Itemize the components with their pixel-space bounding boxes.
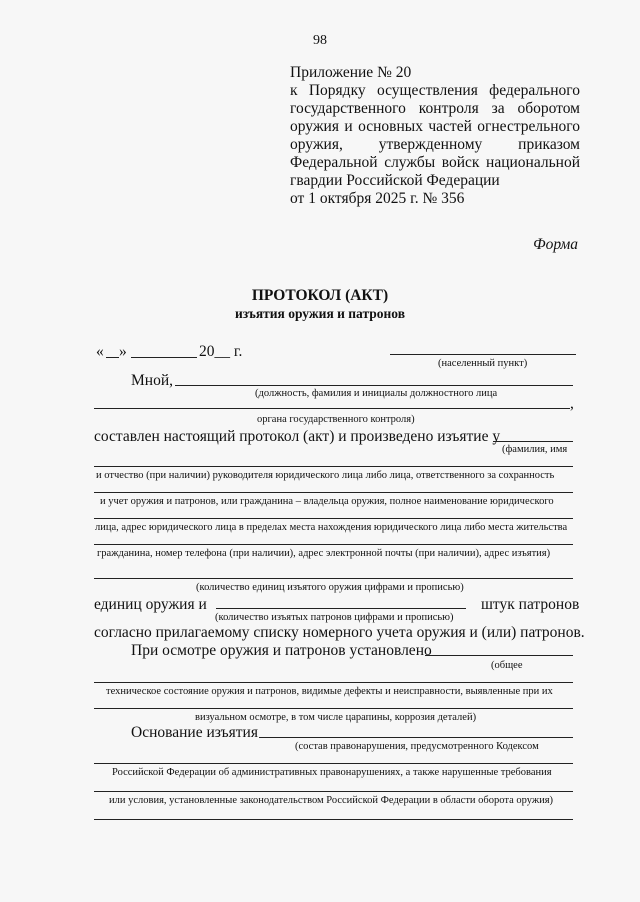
- code-hint-2: или условия, установленные законодательством Российской Федерации в области оборота оружия): [109, 795, 554, 806]
- person-field-3[interactable]: [94, 518, 573, 519]
- weapon-qty-hint: (количество единиц изъятого оружия цифрами и прописью): [196, 582, 464, 593]
- month-field[interactable]: [131, 357, 197, 358]
- person-hint-3: лица, адрес юридического лица в пределах места нахождения юридического лица либо места жительства: [95, 522, 568, 533]
- person-field-4[interactable]: [94, 544, 573, 545]
- comma: ,: [570, 395, 574, 412]
- units-weapon-label: единиц оружия и: [94, 596, 207, 613]
- official-field[interactable]: [175, 385, 573, 386]
- page-number: 98: [313, 33, 327, 48]
- cartridge-qty-field[interactable]: [216, 608, 466, 609]
- settlement-field[interactable]: [390, 354, 576, 355]
- code-field-3[interactable]: [94, 819, 573, 820]
- tech-field-2[interactable]: [94, 708, 573, 709]
- pcs-cartridges-label: штук патронов: [481, 596, 580, 613]
- year-label: 20__ г.: [199, 343, 243, 360]
- document-title: ПРОТОКОЛ (АКТ): [251, 287, 389, 304]
- appendix-date: от 1 октября 2025 г. № 356: [290, 190, 465, 207]
- inspection-field[interactable]: [425, 655, 573, 656]
- inspection-label: При осмотре оружия и патронов установлено: [131, 642, 432, 659]
- appendix-line: оружия, утвержденному приказом: [290, 136, 580, 153]
- form-label: Форма: [533, 236, 578, 253]
- compiled-text: составлен настоящий протокол (акт) и произведено изъятие у: [94, 428, 501, 445]
- basis-label: Основание изъятия: [131, 724, 258, 741]
- according-text: согласно прилагаемому списку номерного учета оружия и (или) патронов.: [94, 624, 585, 641]
- person-field-2[interactable]: [94, 492, 573, 493]
- official-field-2[interactable]: [94, 408, 570, 409]
- general-hint: (общее: [491, 660, 523, 671]
- weapon-qty-field[interactable]: [94, 578, 573, 579]
- person-hint-2: и учет оружия и патронов, или гражданина – владельца оружия, полное наименование юридического: [100, 496, 554, 507]
- person-field-1[interactable]: [94, 466, 573, 467]
- cartridge-qty-hint: (количество изъятых патронов цифрами и прописью): [215, 612, 454, 623]
- person-hint-1: и отчество (при наличии) руководителя юридического лица либо лица, ответственного за сохранность: [96, 470, 555, 481]
- appendix-line: гвардии Российской Федерации: [290, 172, 500, 189]
- surname-field[interactable]: [493, 441, 573, 442]
- basis-field[interactable]: [259, 737, 573, 738]
- person-hint-4: гражданина, номер телефона (при наличии), адрес электронной почты (при наличии), адрес изъятия): [97, 548, 551, 559]
- date-quote-open: «: [96, 343, 104, 360]
- surname-hint: (фамилия, имя: [502, 444, 568, 455]
- settlement-hint: (населенный пункт): [438, 358, 528, 369]
- offense-hint: (состав правонарушения, предусмотренного Кодексом: [295, 741, 539, 752]
- by-me-label: Мной,: [131, 372, 173, 389]
- tech-hint-2: визуальном осмотре, в том числе царапины, коррозия деталей): [195, 712, 477, 723]
- tech-hint-1: техническое состояние оружия и патронов, видимые дефекты и неисправности, выявленные при их: [106, 686, 553, 697]
- date-quote-close: »: [119, 343, 127, 360]
- appendix-number: Приложение № 20: [290, 64, 412, 81]
- appendix-line: государственного контроля за оборотом: [290, 100, 580, 117]
- appendix-line: к Порядку осуществления федерального: [290, 82, 580, 99]
- code-field-1[interactable]: [94, 763, 573, 764]
- appendix-line: Федеральной службы войск национальной: [290, 154, 580, 171]
- organ-hint: органа государственного контроля): [257, 414, 415, 425]
- code-field-2[interactable]: [94, 791, 573, 792]
- document-subtitle: изъятия оружия и патронов: [234, 306, 405, 321]
- official-hint: (должность, фамилия и инициалы должностного лица: [255, 388, 498, 399]
- tech-field-1[interactable]: [94, 682, 573, 683]
- appendix-line: оружия и основных частей огнестрельного: [290, 118, 580, 135]
- code-hint-1: Российской Федерации об административных правонарушениях, а также нарушенные требования: [112, 767, 552, 778]
- day-field[interactable]: [106, 357, 119, 358]
